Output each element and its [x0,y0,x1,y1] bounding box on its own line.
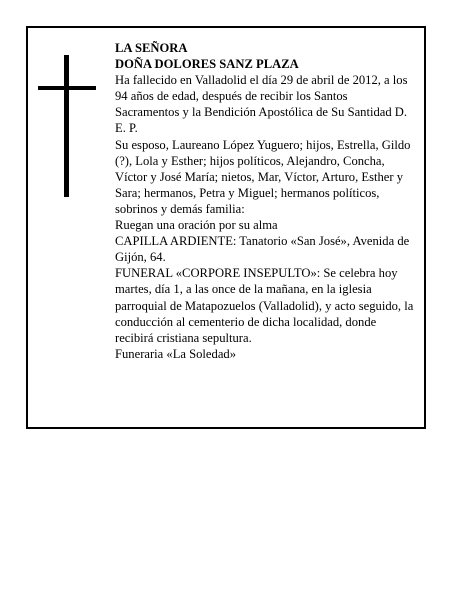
notice-title: LA SEÑORA [115,41,188,55]
chapel-info: CAPILLA ARDIENTE: Tanatorio «San José», Avenida de Gijón, 64. [115,234,410,265]
funeral-info: FUNERAL «CORPORE INSEPULTO»: Se celebra hoy martes, día 1, a las once de la mañana, en la iglesia parroquial de Matapozuelos (Valladolid), y acto seguido, la conducción al cementerio de dicha localidad, donde recibirá cristiana sepultura. [115,266,414,345]
death-announcement: Ha fallecido en Valladolid el día 29 de abril de 2012, a los 94 años de edad, después de recibir los Santos Sacramentos y la Bendición Apostólica de Su Santidad D. E. P. [115,73,408,136]
obituary-text [115,40,415,362]
funeral-home: Funeraria «La Soledad» [115,346,236,361]
cross-vertical-bar [64,55,69,197]
deceased-name: DOÑA DOLORES SANZ PLAZA [115,57,299,72]
cross-icon [38,55,96,197]
family-list: Su esposo, Laureano López Yuguero; hijos, Estrella, Gildo (?), Lola y Esther; hijos políticos, Alejandro, Concha, Víctor y José María; nietos, Mar, Víctor, Arturo, Esther y Sara; hermanos, Petra y Miguel; hermanos políticos, sobrinos y demás familia: [115,137,411,216]
cross-horizontal-bar [38,86,96,90]
prayer-request: Ruegan una oración por su alma [115,218,278,233]
